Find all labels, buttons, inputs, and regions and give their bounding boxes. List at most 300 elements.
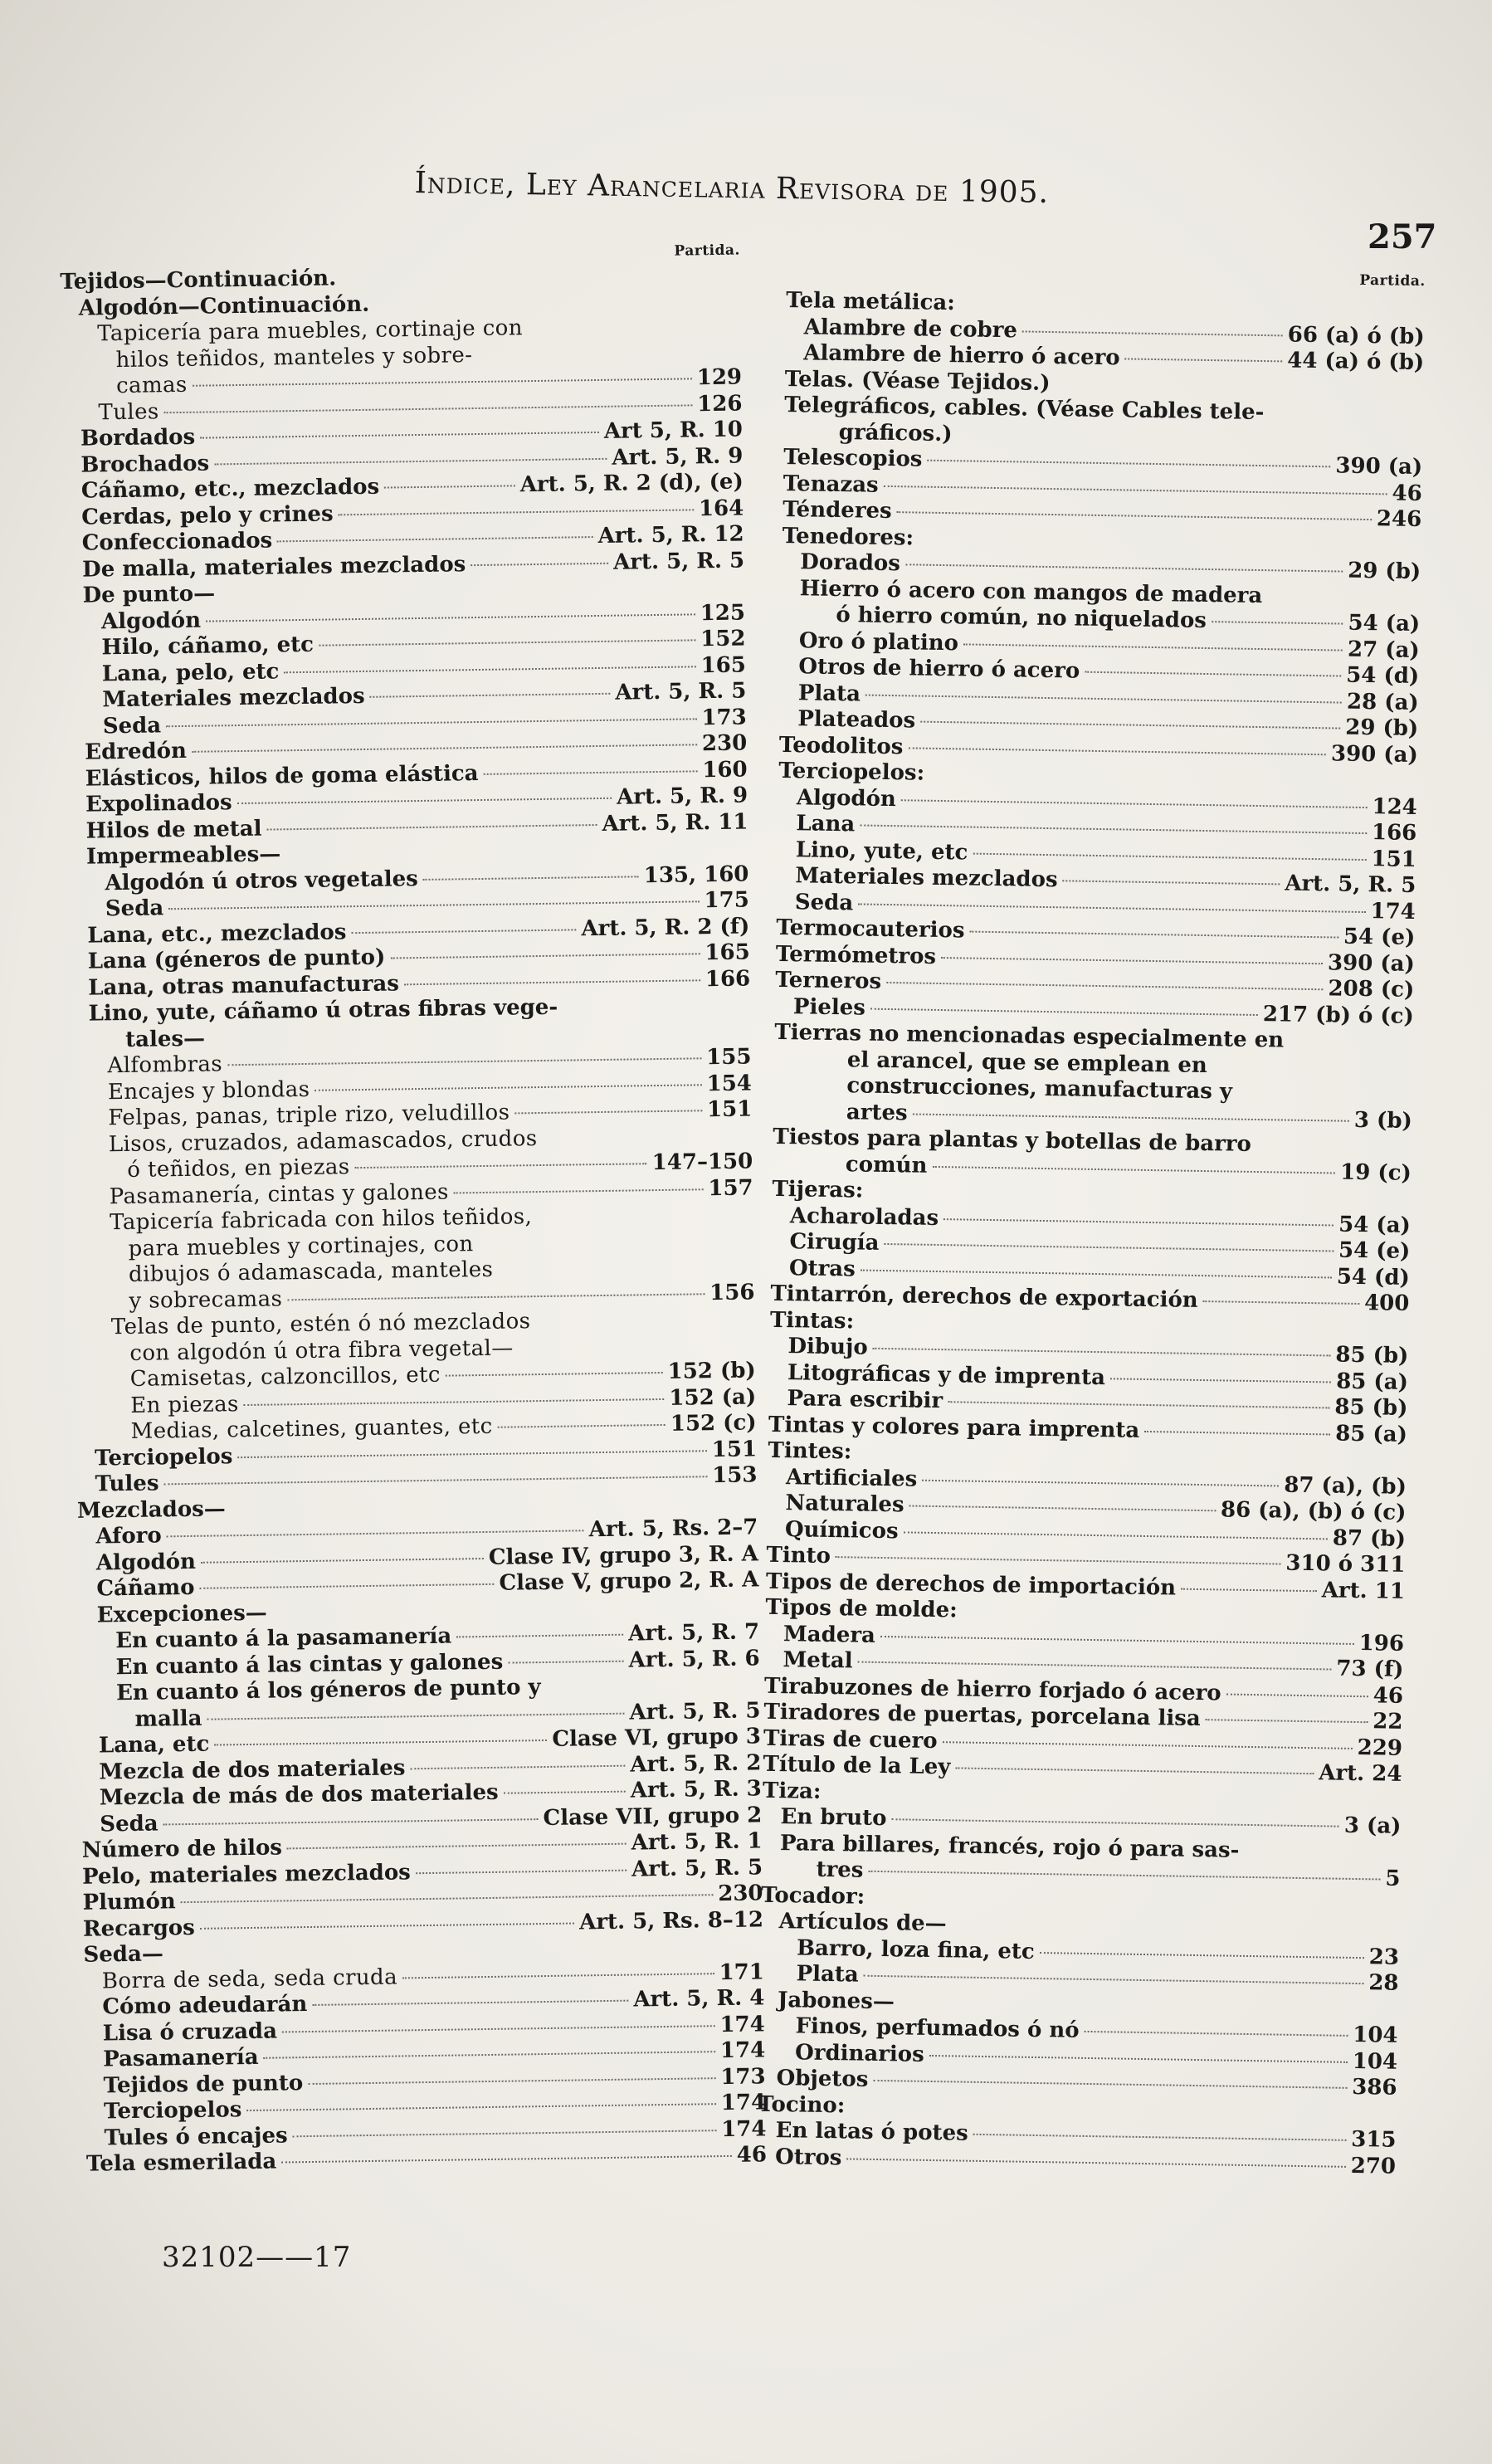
index-entry-term: Tocino: bbox=[757, 2091, 846, 2118]
index-entry-term: común bbox=[845, 1151, 928, 1178]
leader-dots bbox=[901, 798, 1368, 808]
index-entry-term: Telegráficos, cables. (Véase Cables tele- bbox=[784, 392, 1265, 426]
index-entry-term: Tiza: bbox=[762, 1778, 822, 1804]
index-entry-term: Tela esmerilada bbox=[85, 2149, 277, 2177]
index-entry-term: Felpas, panas, triple rizo, veludillos bbox=[108, 1100, 510, 1131]
index-entry-term: Pasamanería bbox=[103, 2044, 259, 2072]
index-entry-term: Excepciones— bbox=[96, 1600, 267, 1628]
leader-dots bbox=[973, 851, 1366, 860]
index-entry-term: Artículos de— bbox=[778, 1909, 947, 1937]
index-entry-reference: 160 bbox=[702, 756, 748, 783]
index-entry-term: malla bbox=[134, 1705, 202, 1732]
leader-dots bbox=[973, 2133, 1347, 2141]
index-entry-reference: Art. 5, R. 3 bbox=[630, 1776, 762, 1803]
index-entry-reference: 3 (a) bbox=[1343, 1813, 1402, 1839]
index-entry-term: Plata bbox=[796, 1961, 859, 1988]
leader-dots bbox=[904, 1530, 1328, 1539]
index-entry-term: Objetos bbox=[776, 2066, 869, 2092]
leader-dots bbox=[1110, 1377, 1331, 1383]
index-entry-term: Telas de punto, estén ó nó mezclados bbox=[110, 1309, 531, 1340]
partida-label-right: Partida. bbox=[1359, 271, 1426, 290]
index-entry-term: construcciones, manufacturas y bbox=[846, 1073, 1233, 1105]
index-entry-reference: 85 (a) bbox=[1334, 1421, 1408, 1447]
index-entry-reference: 230 bbox=[701, 730, 748, 757]
index-entry-term: Confeccionados bbox=[81, 528, 273, 556]
leader-dots bbox=[858, 902, 1365, 913]
leader-dots bbox=[181, 1893, 714, 1903]
leader-dots bbox=[963, 642, 1343, 651]
leader-dots bbox=[339, 508, 694, 515]
index-entry-term: Otros bbox=[774, 2144, 842, 2170]
index-entry-reference: 229 bbox=[1357, 1735, 1403, 1761]
leader-dots bbox=[1085, 2030, 1348, 2037]
leader-dots bbox=[886, 981, 1323, 990]
index-entry-term: Ténderes bbox=[783, 496, 892, 525]
index-entry-term: Pelo, materiales mezclados bbox=[81, 1859, 412, 1890]
leader-dots bbox=[168, 900, 699, 910]
index-entry-term: gráficos.) bbox=[838, 419, 953, 446]
leader-dots bbox=[920, 720, 1340, 729]
index-entry-reference: 270 bbox=[1350, 2153, 1397, 2179]
leader-dots bbox=[237, 1449, 706, 1458]
index-entry-reference: 19 (c) bbox=[1339, 1159, 1412, 1186]
leader-dots bbox=[308, 2076, 715, 2085]
index-entry-term: Tierras no mencionadas especialmente en bbox=[774, 1019, 1285, 1053]
leader-dots bbox=[1226, 1692, 1368, 1697]
index-entry-term: dibujos ó adamascada, manteles bbox=[128, 1256, 494, 1287]
index-entry-term: camas bbox=[115, 372, 188, 399]
index-entry-reference: 28 bbox=[1368, 1970, 1399, 1996]
index-entry-term: ó teñidos, en piezas bbox=[127, 1154, 350, 1183]
index-entry-reference: 86 (a), (b) ó (c) bbox=[1220, 1497, 1407, 1525]
index-entry-reference: 54 (d) bbox=[1336, 1264, 1411, 1291]
leader-dots bbox=[200, 1921, 574, 1929]
index-entry-term: Lisa ó cruzada bbox=[102, 2018, 278, 2046]
index-entry-term: Jabones— bbox=[777, 1987, 895, 2014]
index-entry-reference: Art. 5, R. 2 (f) bbox=[581, 913, 750, 941]
leader-dots bbox=[897, 510, 1372, 520]
index-entry-term: Lana bbox=[796, 811, 856, 837]
index-entry-term: Tintas y colores para imprenta bbox=[768, 1412, 1140, 1443]
leader-dots bbox=[948, 1400, 1329, 1408]
leader-dots bbox=[943, 1217, 1334, 1226]
leader-dots bbox=[880, 1634, 1354, 1644]
index-entry-term: Borra de seda, seda cruda bbox=[101, 1964, 398, 1993]
index-entry-reference: Art. 5, R. 2 (d), (e) bbox=[519, 469, 744, 498]
index-entry-term: Dorados bbox=[800, 549, 901, 577]
index-entry-term: hilos teñidos, manteles y sobre- bbox=[115, 342, 473, 373]
index-entry-reference: 390 (a) bbox=[1330, 740, 1418, 768]
leader-dots bbox=[351, 928, 576, 934]
index-entry-term: Cáñamo bbox=[96, 1574, 195, 1602]
index-entry-term: Para escribir bbox=[787, 1386, 943, 1414]
index-entry-reference: Art. 5, R. 6 bbox=[628, 1645, 760, 1673]
index-entry-reference: 164 bbox=[698, 495, 744, 521]
index-entry-reference: 175 bbox=[704, 887, 750, 914]
index-entry-reference: 151 bbox=[711, 1436, 758, 1462]
index-entry-term: Algodón bbox=[95, 1549, 197, 1576]
index-entry-term: Teodolitos bbox=[778, 732, 904, 759]
leader-dots bbox=[200, 431, 599, 439]
index-entry-term: Oro ó platino bbox=[798, 627, 959, 656]
index-entry-term: Algodón ú otros vegetales bbox=[105, 866, 419, 895]
leader-dots bbox=[1040, 1951, 1364, 1959]
index-entry-reference: Art. 24 bbox=[1319, 1760, 1402, 1787]
index-entry-reference: 152 bbox=[700, 626, 746, 652]
index-entry-reference: 157 bbox=[708, 1174, 753, 1201]
index-entry-term: Tirabuzones de hierro forjado ó acero bbox=[763, 1673, 1221, 1705]
leader-dots bbox=[163, 1475, 707, 1485]
index-entry-reference: 54 (a) bbox=[1348, 610, 1421, 637]
index-entry-reference: 165 bbox=[700, 652, 747, 678]
index-entry-term: Para billares, francés, rojo ó para sas- bbox=[779, 1830, 1240, 1863]
index-entry-reference: Clase VII, grupo 2 bbox=[543, 1802, 763, 1831]
leader-dots bbox=[384, 484, 515, 488]
leader-dots bbox=[1022, 329, 1283, 336]
index-entry-term: Título de la Ley bbox=[763, 1751, 951, 1780]
leader-dots bbox=[504, 1790, 626, 1794]
leader-dots bbox=[955, 1766, 1314, 1774]
index-entry-reference: 28 (a) bbox=[1346, 689, 1419, 715]
leader-dots bbox=[207, 1711, 624, 1720]
index-entry-term: Telescopios bbox=[783, 444, 923, 472]
index-entry-term: Plateados bbox=[797, 706, 916, 734]
leader-dots bbox=[199, 1583, 494, 1589]
index-entry-term: En cuanto á los géneros de punto y bbox=[115, 1675, 541, 1706]
leader-dots bbox=[498, 1423, 666, 1428]
leader-dots bbox=[206, 612, 695, 622]
index-list-right bbox=[757, 288, 1426, 2180]
index-entry-term: Hilos de metal bbox=[85, 816, 262, 844]
leader-dots bbox=[164, 403, 693, 413]
leader-dots bbox=[483, 769, 697, 775]
index-entry-term: Brochados bbox=[80, 451, 210, 478]
index-entry-term: Pasamanería, cintas y galones bbox=[109, 1179, 449, 1209]
index-entry-term: Tules bbox=[95, 1471, 159, 1497]
index-entry-reference: 87 (b) bbox=[1332, 1525, 1407, 1552]
index-entry-reference: 166 bbox=[1371, 820, 1417, 847]
index-entry-reference: 66 (a) ó (b) bbox=[1287, 321, 1425, 349]
index-entry-reference: 85 (a) bbox=[1335, 1369, 1409, 1395]
index-column-left bbox=[60, 242, 768, 2179]
index-entry-term: Artificiales bbox=[785, 1464, 918, 1492]
leader-dots bbox=[456, 1633, 623, 1638]
index-entry-reference: 135, 160 bbox=[643, 861, 749, 888]
index-entry-reference: 54 (e) bbox=[1343, 924, 1416, 950]
index-entry-reference: 85 (b) bbox=[1335, 1342, 1409, 1369]
leader-dots bbox=[454, 1188, 704, 1193]
index-entry-term: Elásticos, hilos de goma elástica bbox=[85, 760, 479, 792]
index-entry-reference: 29 (b) bbox=[1344, 715, 1419, 742]
leader-dots bbox=[927, 459, 1330, 468]
leader-dots bbox=[166, 717, 696, 727]
index-entry-term: En cuanto á la pasamanería bbox=[115, 1623, 452, 1654]
leader-dots bbox=[266, 823, 597, 831]
index-entry-term: Termocauterios bbox=[776, 915, 965, 944]
leader-dots bbox=[884, 1242, 1334, 1252]
index-entry-term: Terneros bbox=[775, 967, 882, 994]
leader-dots bbox=[969, 930, 1338, 939]
index-entry-term: Mezcla de más de dos materiales bbox=[99, 1779, 499, 1811]
index-entry-term: y sobrecamas bbox=[129, 1286, 283, 1314]
index-entry-term: Tipos de molde: bbox=[765, 1594, 958, 1623]
index-entry-term: Terciopelos bbox=[94, 1443, 233, 1471]
index-entry-reference: 156 bbox=[709, 1279, 755, 1305]
index-entry-term: Tela metálica: bbox=[786, 287, 956, 316]
index-entry-reference: 44 (a) ó (b) bbox=[1287, 348, 1425, 376]
index-entry-reference: Art. 5, R. 5 bbox=[629, 1697, 761, 1725]
index-entry-term: Finos, perfumados ó nó bbox=[795, 2013, 1080, 2043]
index-entry-term: Mezcla de dos materiales bbox=[99, 1754, 406, 1785]
leader-dots bbox=[471, 561, 608, 565]
index-entry-reference: Art. 5, R. 5 bbox=[1285, 871, 1416, 899]
index-entry-reference: 315 bbox=[1351, 2126, 1397, 2153]
index-entry-reference: Art. 5, R. 5 bbox=[631, 1854, 763, 1882]
index-entry-reference: Art. 5, R. 9 bbox=[612, 443, 744, 471]
index-entry-reference: 174 bbox=[720, 2090, 767, 2116]
index-entry-reference: 151 bbox=[706, 1096, 753, 1123]
index-entry-term: En latas ó potes bbox=[775, 2118, 968, 2146]
page-footer-signature: 32102——17 bbox=[162, 2241, 352, 2274]
index-entry-term: Seda bbox=[102, 712, 162, 739]
index-entry-reference: 29 (b) bbox=[1347, 558, 1421, 585]
index-entry-reference: Art. 5, Rs. 2–7 bbox=[588, 1515, 758, 1543]
index-entry-term: En piezas bbox=[130, 1391, 239, 1418]
leader-dots bbox=[402, 1972, 714, 1979]
leader-dots bbox=[1212, 620, 1343, 624]
index-entry-term: Telas. (Véase Tejidos.) bbox=[784, 366, 1051, 396]
index-entry-reference: 104 bbox=[1353, 2022, 1398, 2048]
index-entry-term: Naturales bbox=[785, 1491, 904, 1518]
index-entry-term: Mezclados— bbox=[76, 1495, 227, 1524]
index-entry-reference: 174 bbox=[719, 2037, 766, 2064]
index-entry-term: Hierro ó acero con mangos de madera bbox=[799, 575, 1263, 608]
index-entry-term: Tinto bbox=[766, 1542, 831, 1569]
index-entry-reference: 54 (e) bbox=[1338, 1237, 1411, 1264]
leader-dots bbox=[287, 1842, 627, 1850]
index-entry-term: artes bbox=[846, 1099, 908, 1125]
index-entry-reference: 154 bbox=[706, 1070, 753, 1096]
leader-dots bbox=[870, 1007, 1258, 1015]
index-entry-term: Otros de hierro ó acero bbox=[798, 654, 1080, 684]
index-entry-term: tres bbox=[816, 1857, 864, 1883]
leader-dots bbox=[860, 823, 1367, 834]
index-entry-term: Algodón bbox=[100, 607, 202, 634]
leader-dots bbox=[932, 1164, 1335, 1173]
index-entry-term: Plumón bbox=[82, 1889, 176, 1915]
index-entry-reference: 155 bbox=[705, 1044, 752, 1071]
leader-dots bbox=[193, 377, 692, 386]
index-entry-term: Alambre de hierro ó acero bbox=[803, 340, 1120, 371]
leader-dots bbox=[277, 535, 592, 542]
leader-dots bbox=[192, 743, 697, 753]
index-entry-reference: 5 bbox=[1385, 1866, 1401, 1891]
index-entry-term: el arancel, que se emplean en bbox=[846, 1047, 1208, 1078]
index-entry-term: Tejidos de punto bbox=[103, 2070, 304, 2098]
index-entry-term: Terciopelos: bbox=[778, 758, 925, 786]
index-entry-reference: 246 bbox=[1376, 506, 1422, 533]
index-entry-reference: Art. 5, R. 7 bbox=[627, 1619, 760, 1647]
index-entry-reference: 147–150 bbox=[651, 1149, 753, 1176]
index-entry-term: Lana, otras manufacturas bbox=[88, 970, 400, 1001]
leader-dots bbox=[1203, 1300, 1359, 1305]
index-entry-term: para muebles y cortinajes, con bbox=[128, 1231, 474, 1261]
index-entry-term: Bordados bbox=[80, 424, 196, 451]
index-entry-reference: Clase IV, grupo 3, R. A bbox=[488, 1540, 759, 1570]
index-entry-term: Barro, loza fina, etc bbox=[796, 1935, 1035, 1964]
leader-dots bbox=[868, 1870, 1380, 1881]
index-entry-term: Acharoladas bbox=[789, 1203, 939, 1231]
index-entry-reference: 390 (a) bbox=[1327, 949, 1416, 977]
index-entry-reference: 126 bbox=[696, 391, 743, 417]
index-entry-term: Tenazas bbox=[783, 471, 879, 498]
index-entry-reference: 104 bbox=[1352, 2048, 1398, 2075]
index-entry-term: Cáñamo, etc., mezclados bbox=[80, 474, 380, 504]
index-entry-reference: 390 (a) bbox=[1335, 453, 1423, 481]
index-entry-reference: 46 bbox=[1373, 1682, 1404, 1709]
leader-dots bbox=[508, 1659, 623, 1663]
index-entry-term: Tules bbox=[98, 398, 159, 425]
partida-label-left: Partida. bbox=[674, 242, 741, 260]
leader-dots bbox=[514, 1109, 702, 1114]
index-entry-reference: 46 bbox=[736, 2142, 768, 2168]
leader-dots bbox=[355, 1162, 647, 1169]
index-entry-term: Tenedores: bbox=[782, 523, 914, 550]
leader-dots bbox=[314, 1083, 701, 1091]
index-entry-term: Lana, pelo, etc bbox=[101, 658, 280, 686]
index-entry-term: De malla, materiales mezclados bbox=[81, 551, 466, 583]
leader-dots bbox=[214, 1739, 547, 1746]
index-entry-term: Tintes: bbox=[768, 1437, 852, 1465]
index-entry-term: Seda bbox=[105, 895, 164, 922]
leader-dots bbox=[929, 2053, 1348, 2062]
index-entry-term: Químicos bbox=[784, 1516, 899, 1544]
index-entry-reference: Art. 5, R. 12 bbox=[597, 521, 744, 549]
index-entry-term: Cirugía bbox=[789, 1229, 880, 1256]
leader-dots bbox=[943, 1740, 1353, 1749]
index-entry-reference: Art. 5, R. 5 bbox=[615, 678, 747, 705]
index-entry-term: Lana, etc., mezclados bbox=[87, 919, 347, 949]
index-entry-term: Alfombras bbox=[107, 1051, 223, 1079]
index-entry-term: Aforo bbox=[95, 1523, 162, 1549]
index-entry-term: Madera bbox=[783, 1621, 876, 1648]
leader-dots bbox=[163, 1818, 539, 1825]
index-entry-reference: Art. 5, R. 1 bbox=[631, 1828, 763, 1856]
leader-dots bbox=[446, 1371, 663, 1377]
leader-dots bbox=[416, 1868, 627, 1874]
index-entry-term: Cerdas, pelo y crines bbox=[81, 500, 334, 530]
index-entry-term: Tules ó encajes bbox=[104, 2122, 288, 2150]
leader-dots bbox=[244, 1397, 665, 1405]
index-entry-term: Tijeras: bbox=[772, 1176, 864, 1203]
leader-dots bbox=[237, 797, 612, 804]
index-entry-term: Tiradores de puertas, porcelana lisa bbox=[763, 1699, 1201, 1732]
index-entry-term: En cuanto á las cintas y galones bbox=[115, 1649, 504, 1680]
index-entry-reference: 3 (b) bbox=[1353, 1107, 1413, 1134]
index-entry-term: Encajes y blondas bbox=[107, 1076, 310, 1105]
index-entry-term: Algodón—Continuación. bbox=[78, 291, 370, 321]
index-entry-term: Litográficas y de imprenta bbox=[787, 1359, 1106, 1390]
index-entry-term: Tintas: bbox=[769, 1307, 855, 1334]
leader-dots bbox=[201, 1557, 484, 1564]
index-entry-reference: Art. 5, R. 2 bbox=[630, 1749, 762, 1778]
index-entry-term: tales— bbox=[124, 1026, 206, 1052]
index-entry-term: Hilo, cáñamo, etc bbox=[101, 632, 314, 661]
index-entry-reference: Art. 5, R. 5 bbox=[612, 548, 745, 575]
index-entry-reference: Art 5, R. 10 bbox=[603, 417, 744, 444]
index-entry-reference: 173 bbox=[701, 704, 747, 730]
index-entry-reference: 152 (a) bbox=[669, 1383, 757, 1411]
leader-dots bbox=[370, 692, 611, 698]
leader-dots bbox=[908, 746, 1326, 755]
index-entry-reference: 174 bbox=[1370, 898, 1416, 925]
leader-dots bbox=[1063, 879, 1280, 885]
index-entry-term: Tapicería para muebles, cortinaje con bbox=[97, 315, 524, 347]
leader-dots bbox=[284, 665, 695, 673]
index-entry-term: Lana, etc bbox=[98, 1731, 210, 1759]
index-entry-term: Tintarrón, derechos de exportación bbox=[770, 1281, 1198, 1313]
index-entry-term: Expolinados bbox=[85, 790, 232, 817]
leader-dots bbox=[293, 2129, 717, 2137]
index-entry-reference: 165 bbox=[705, 939, 750, 966]
index-entry-reference: 54 (d) bbox=[1345, 662, 1420, 690]
index-entry-term: Tejidos—Continuación. bbox=[60, 266, 337, 295]
leader-dots bbox=[390, 952, 700, 959]
index-entry-term: Pieles bbox=[792, 993, 866, 1021]
index-entry-reference: 23 bbox=[1368, 1944, 1400, 1970]
leader-dots bbox=[319, 638, 695, 646]
index-entry-term: ó hierro común, no niquelados bbox=[836, 602, 1207, 633]
index-entry-term: Cómo adeudarán bbox=[102, 1992, 308, 2020]
index-entry-reference: 54 (a) bbox=[1338, 1212, 1412, 1238]
index-entry-reference: 46 bbox=[1392, 480, 1422, 506]
leader-dots bbox=[858, 1661, 1332, 1671]
index-entry-reference: 386 bbox=[1352, 2074, 1397, 2100]
index-entry-reference: 173 bbox=[720, 2063, 766, 2090]
index-entry-reference: 310 ó 311 bbox=[1285, 1550, 1406, 1578]
leader-dots bbox=[264, 2050, 715, 2059]
leader-dots bbox=[846, 2157, 1345, 2167]
index-entry-term: Alambre de cobre bbox=[803, 314, 1018, 343]
index-entry-reference: Clase VI, grupo 3 bbox=[552, 1724, 762, 1752]
index-entry-term: Impermeables— bbox=[85, 842, 281, 870]
index-entry-reference: Art. 5, R. 11 bbox=[602, 808, 748, 837]
index-entry-reference: 129 bbox=[696, 364, 743, 391]
index-entry-term: Lino, yute, etc bbox=[795, 837, 968, 866]
index-entry-term: Lino, yute, cáñamo ú otras fibras vege- bbox=[88, 994, 558, 1027]
index-entry-reference: 217 (b) ó (c) bbox=[1262, 1001, 1415, 1029]
leader-dots bbox=[922, 1478, 1279, 1486]
index-entry-reference: 27 (a) bbox=[1347, 637, 1420, 663]
index-entry-reference: 125 bbox=[700, 600, 746, 626]
index-entry-reference: 153 bbox=[712, 1462, 758, 1489]
index-entry-reference: 174 bbox=[721, 2115, 767, 2142]
index-entry-term: Lana (géneros de punto) bbox=[87, 944, 386, 974]
index-entry-term: Tipos de derechos de importación bbox=[765, 1569, 1177, 1601]
index-entry-term: Lisos, cruzados, adamascados, crudos bbox=[108, 1125, 538, 1157]
index-entry-term: En bruto bbox=[780, 1804, 887, 1832]
index-entry-term: Terciopelos bbox=[103, 2097, 242, 2125]
leader-dots bbox=[1181, 1587, 1317, 1592]
leader-dots bbox=[404, 978, 700, 985]
leader-dots bbox=[214, 456, 607, 465]
index-entry-term: Otras bbox=[788, 1255, 856, 1281]
leader-dots bbox=[941, 956, 1323, 964]
leader-dots bbox=[873, 1347, 1331, 1357]
page-header: Índice, Ley Arancelaria Revisora de 1905. bbox=[414, 166, 1050, 211]
index-entry-term: Plata bbox=[797, 680, 861, 706]
index-entry-term: Seda bbox=[100, 1811, 158, 1837]
